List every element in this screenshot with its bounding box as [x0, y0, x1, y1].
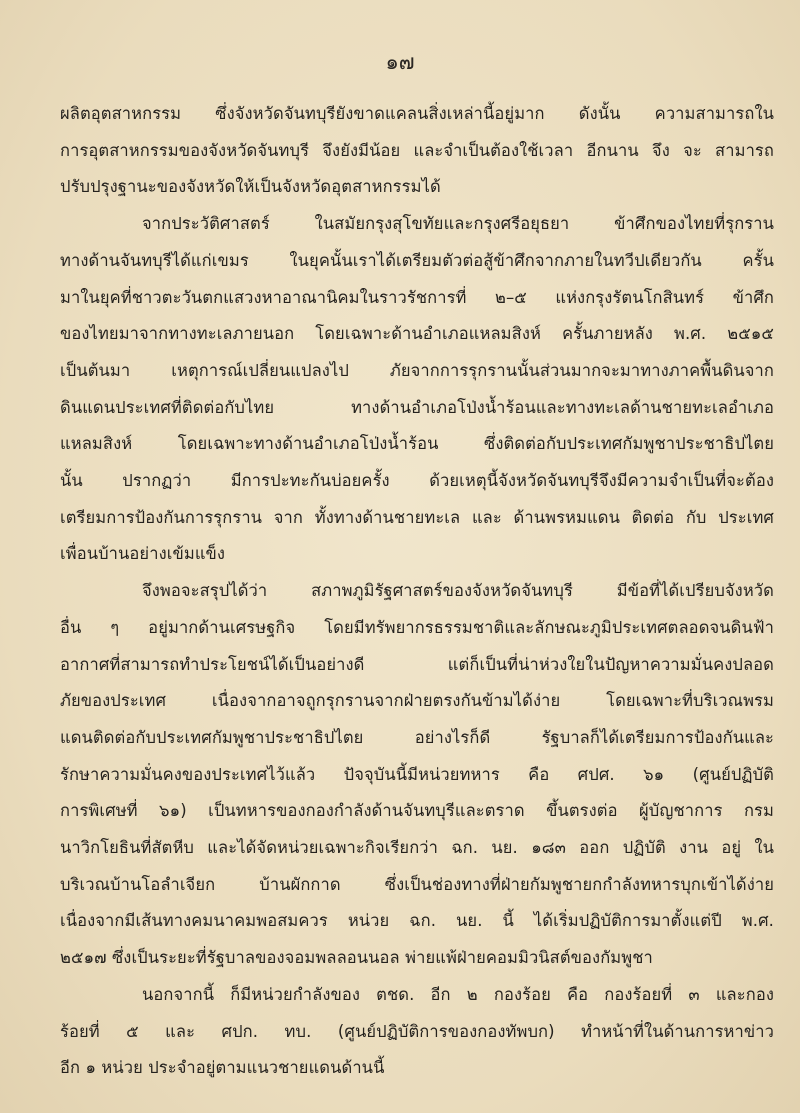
text-line: การพิเศษที่ ๖๑) เป็นทหารของกองกำลังด้านจันทบุรีและตราด ขึ้นตรงต่อ ผู้บัญชาการ กรม: [60, 801, 774, 821]
paragraph: [60, 977, 774, 1087]
text-line: ของไทยมาจากทางทะเลภายนอก โดยเฉพาะด้านอำเภอแหลมสิงห์ ครั้นภายหลัง พ.ศ. ๒๕๑๕: [60, 324, 774, 344]
text-line: ๒๕๑๗ ซึ่งเป็นระยะที่รัฐบาลของจอมพลลอนนอล พ่ายแพ้ฝ่ายคอมมิวนิสต์ของกัมพูชา: [60, 948, 653, 968]
text-line: อากาศที่สามารถทำประโยชน์ได้เป็นอย่างดี แต่ก็เป็นที่น่าห่วงใยในปัญหาความมั่นคงปลอด: [60, 654, 774, 674]
text-line: มาในยุคที่ชาวตะวันตกแสวงหาอาณานิคมในราวรัชการที่ ๒–๕ แห่งกรุงรัตนโกสินทร์ ข้าศึก: [60, 287, 774, 307]
text-line: ภัยของประเทศ เนื่องจากอาจถูกรุกรานจากฝ่ายตรงกันข้ามได้ง่าย โดยเฉพาะที่บริเวณพรม: [60, 691, 774, 711]
text-line: นอกจากนี้ ก็มีหน่วยกำลังของ ตชด. อีก ๒ กองร้อย คือ กองร้อยที่ ๓ และกอง: [142, 984, 774, 1004]
text-line: นาวิกโยธินที่สัตหีบ และได้จัดหน่วยเฉพาะกิจเรียกว่า ฉก. นย. ๑๘๓ ออก ปฏิบัติ งาน อยู่ ใน: [60, 838, 774, 858]
body-text: [60, 96, 774, 1087]
text-line: ร้อยที่ ๕ และ ศปก. ทบ. (ศูนย์ปฏิบัติการของกองทัพบก) ทำหน้าที่ในด้านการหาข่าว: [60, 1021, 774, 1041]
paragraph: [60, 206, 774, 573]
text-line: จากประวัติศาสตร์ ในสมัยกรุงสุโขทัยและกรุงศรีอยุธยา ข้าศึกของไทยที่รุกราน: [142, 214, 774, 234]
text-line: บริเวณบ้านโอลำเจียก บ้านผักกาด ซึ่งเป็นช่องทางที่ฝ่ายกัมพูชายกกำลังทหารบุกเข้าได้ง่าย: [60, 874, 774, 894]
text-line: รักษาความมั่นคงของประเทศไว้แล้ว ปัจจุบันนี้มีหน่วยทหาร คือ ศปศ. ๖๑ (ศูนย์ปฏิบัติ: [60, 764, 774, 784]
text-line: แหลมสิงห์ โดยเฉพาะทางด้านอำเภอโป่งน้ำร้อน ซึ่งติดต่อกับประเทศกัมพูชาประชาธิปไตย: [60, 434, 774, 454]
text-line: อีก ๑ หน่วย ประจำอยู่ตามแนวชายแดนด้านนี้: [60, 1058, 385, 1078]
text-line: ทางด้านจันทบุรีได้แก่เขมร ในยุคนั้นเราได้เตรียมตัวต่อสู้ข้าศึกจากภายในทวีปเดียวกัน ครั้น: [60, 250, 774, 270]
text-line: เพื่อนบ้านอย่างเข้มแข็ง: [60, 544, 226, 564]
text-line: เป็นต้นมา เหตุการณ์เปลี่ยนแปลงไป ภัยจากการรุกรานนั้นส่วนมากจะมาทางภาคพื้นดินจาก: [60, 360, 774, 380]
paragraph: [60, 573, 774, 977]
text-line: นั้น ปรากฏว่า มีการปะทะกันบ่อยครั้ง ด้วยเหตุนี้จังหวัดจันทบุรีจึงมีความจำเป็นที่จะต้อง: [60, 471, 774, 491]
text-line: เตรียมการป้องกันการรุกราน จาก ทั้งทางด้านชายทะเล และ ด้านพรหมแดน ติดต่อ กับ ประเทศ: [60, 507, 774, 527]
text-line: จึงพอจะสรุปได้ว่า สภาพภูมิรัฐศาสตร์ของจังหวัดจันทบุรี มีข้อที่ได้เปรียบจังหวัด: [142, 581, 774, 601]
text-line: อื่น ๆ อยู่มากด้านเศรษฐกิจ โดยมีทรัพยากรธรรมชาติและลักษณะภูมิประเทศตลอดจนดินฟ้า: [60, 617, 774, 637]
paragraph: [60, 96, 774, 206]
text-line: แดนติดต่อกับประเทศกัมพูชาประชาธิปไตย อย่างไรก็ดี รัฐบาลก็ได้เตรียมการป้องกันและ: [60, 727, 774, 747]
text-line: การอุตสาหกรรมของจังหวัดจันทบุรี จึงยังมีน้อย และจำเป็นต้องใช้เวลา อีกนาน จึง จะ สามารถ: [60, 140, 774, 160]
page-number: ๑๗: [385, 50, 415, 74]
text-line: เนื่องจากมีเส้นทางคมนาคมพอสมควร หน่วย ฉก. นย. นี้ ได้เริ่มปฏิบัติการมาตั้งแต่ปี พ.ศ.: [60, 911, 774, 931]
text-line: ดินแดนประเทศที่ติดต่อกับไทย ทางด้านอำเภอโป่งน้ำร้อนและทางทะเลด้านชายทะเลอำเภอ: [60, 397, 774, 417]
text-line: ปรับปรุงฐานะของจังหวัดให้เป็นจังหวัดอุตสาหกรรมได้: [60, 177, 441, 197]
text-line: ผลิตอุตสาหกรรม ซึ่งจังหวัดจันทบุรียังขาดแคลนสิ่งเหล่านี้อยู่มาก ดังนั้น ความสามารถใน: [60, 104, 774, 123]
